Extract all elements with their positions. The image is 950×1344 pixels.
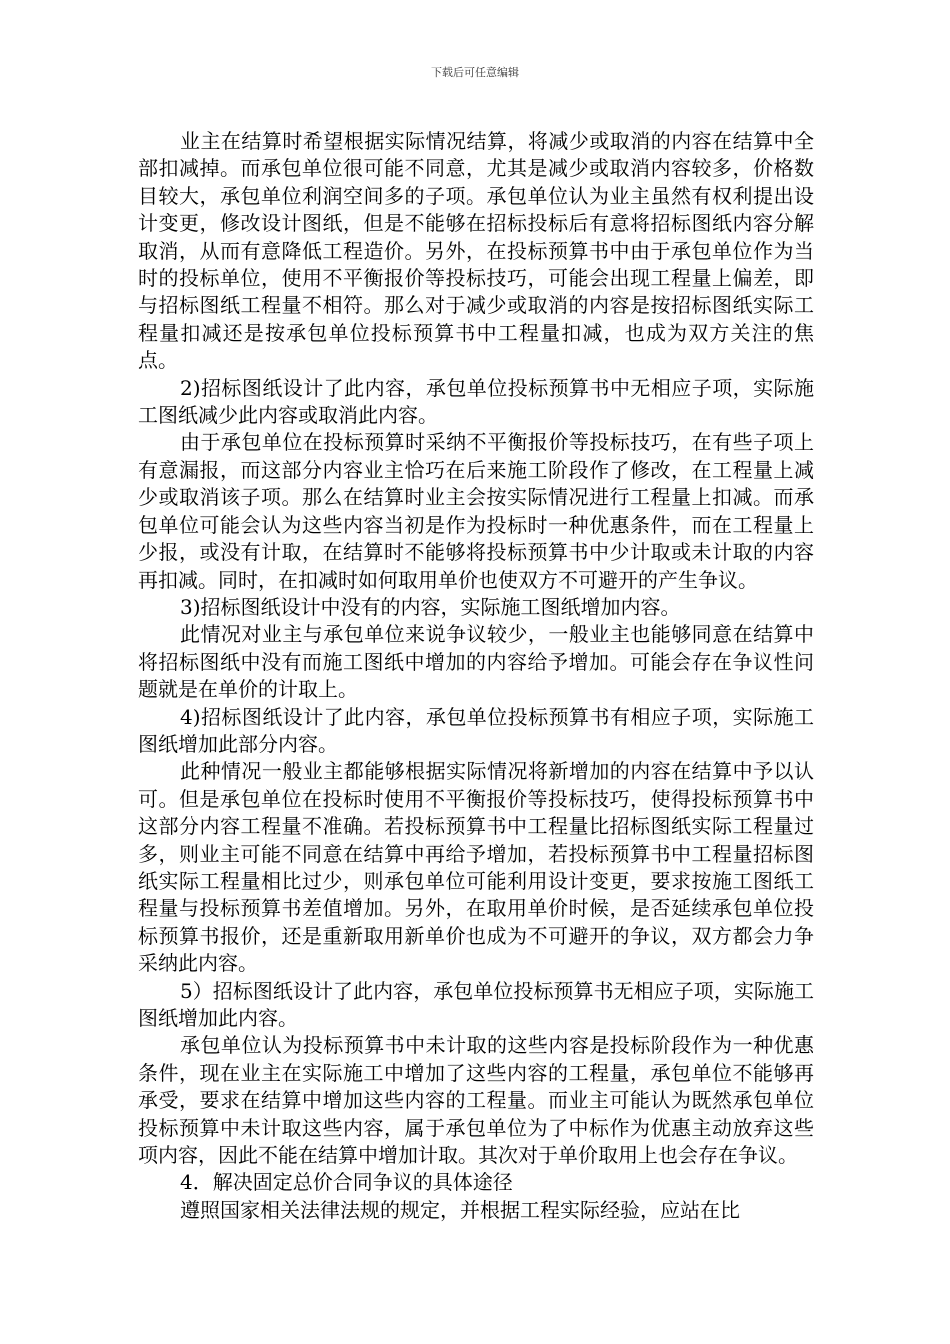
page-header-note: 下载后可任意编辑 [431, 66, 519, 79]
paragraph-section-4: 遵照国家相关法律法规的规定，并根据工程实际经验，应站在比 [180, 1197, 740, 1222]
document-body [138, 128, 814, 1224]
item-4-heading: 4)招标图纸设计了此内容，承包单位投标预算书有相应子项，实际施工图纸增加此部分内容。 [138, 704, 814, 756]
paragraph-item-5: 承包单位认为投标预算书中未计取的这些内容是投标阶段作为一种优惠条件，现在业主在实际施工中增加了这些内容的工程量，承包单位不能够再承受，要求在结算中增加这些内容的工程量。而业主可能认为既然承包单位投标预算中未计取这些内容，属于承包单位为了中标作为优惠主动放弃这些项内容，因此不能在结算中增加计取。其次对于单价取用上也会存在争议。 [138, 1033, 814, 1168]
paragraph-item-4: 此种情况一般业主都能够根据实际情况将新增加的内容在结算中予以认可。但是承包单位在投标时使用不平衡报价等投标技巧，使得投标预算书中这部分内容工程量不准确。若投标预算书中工程量比招标图纸实际工程量过多，则业主可能不同意在结算中再给予增加，若投标预算书中工程量招标图纸实际工程量相比过少，则承包单位可能利用设计变更，要求按施工图纸工程量与投标预算书差值增加。另外，在取用单价时候，是否延续承包单位投标预算书报价，还是重新取用新单价也成为不可避开的争议，双方都会力争采纳此内容。 [138, 759, 814, 976]
section-4-heading: 4．解决固定总价合同争议的具体途径 [180, 1170, 513, 1195]
item-5-heading: 5）招标图纸设计了此内容，承包单位投标预算书无相应子项，实际施工图纸增加此内容。 [138, 978, 814, 1030]
paragraph-item-2: 由于承包单位在投标预算时采纳不平衡报价等投标技巧，在有些子项上有意漏报，而这部分内容业主恰巧在后来施工阶段作了修改，在工程量上减少或取消该子项。那么在结算时业主会按实际情况进行工程量上扣减。而承包单位可能会认为这些内容当初是作为投标时一种优惠条件，而在工程量上少报，或没有计取，在结算时不能够将投标预算书中少计取或未计取的内容再扣减。同时，在扣减时如何取用单价也使双方不可避开的产生争议。 [138, 430, 814, 592]
item-3-heading: 3)招标图纸设计中没有的内容，实际施工图纸增加内容。 [180, 594, 681, 619]
item-2-heading: 2)招标图纸设计了此内容，承包单位投标预算书中无相应子项，实际施工图纸减少此内容或取消此内容。 [138, 375, 814, 428]
paragraph-settlement-dispute: 业主在结算时希望根据实际情况结算，将减少或取消的内容在结算中全部扣减掉。而承包单位很可能不同意，尤其是减少或取消内容较多，价格数目较大，承包单位利润空间多的子项。承包单位认为业主虽然有权利提出设计变更，修改设计图纸，但是不能够在招标投标后有意将招标图纸内容分解取消，从而有意降低工程造价。另外，在投标预算书中由于承包单位作为当时的投标单位，使用不平衡报价等投标技巧，可能会出现工程量上偏差，即与招标图纸工程量不相符。那么对于减少或取消的内容是按招标图纸实际工程量扣减还是按承包单位投标预算书中工程量扣减，也成为双方关注的焦点。 [138, 129, 814, 373]
paragraph-item-3: 此情况对业主与承包单位来说争议较少，一般业主也能够同意在结算中将招标图纸中没有而施工图纸中增加的内容给予增加。可能会存在争议性问题就是在单价的计取上。 [138, 622, 814, 702]
